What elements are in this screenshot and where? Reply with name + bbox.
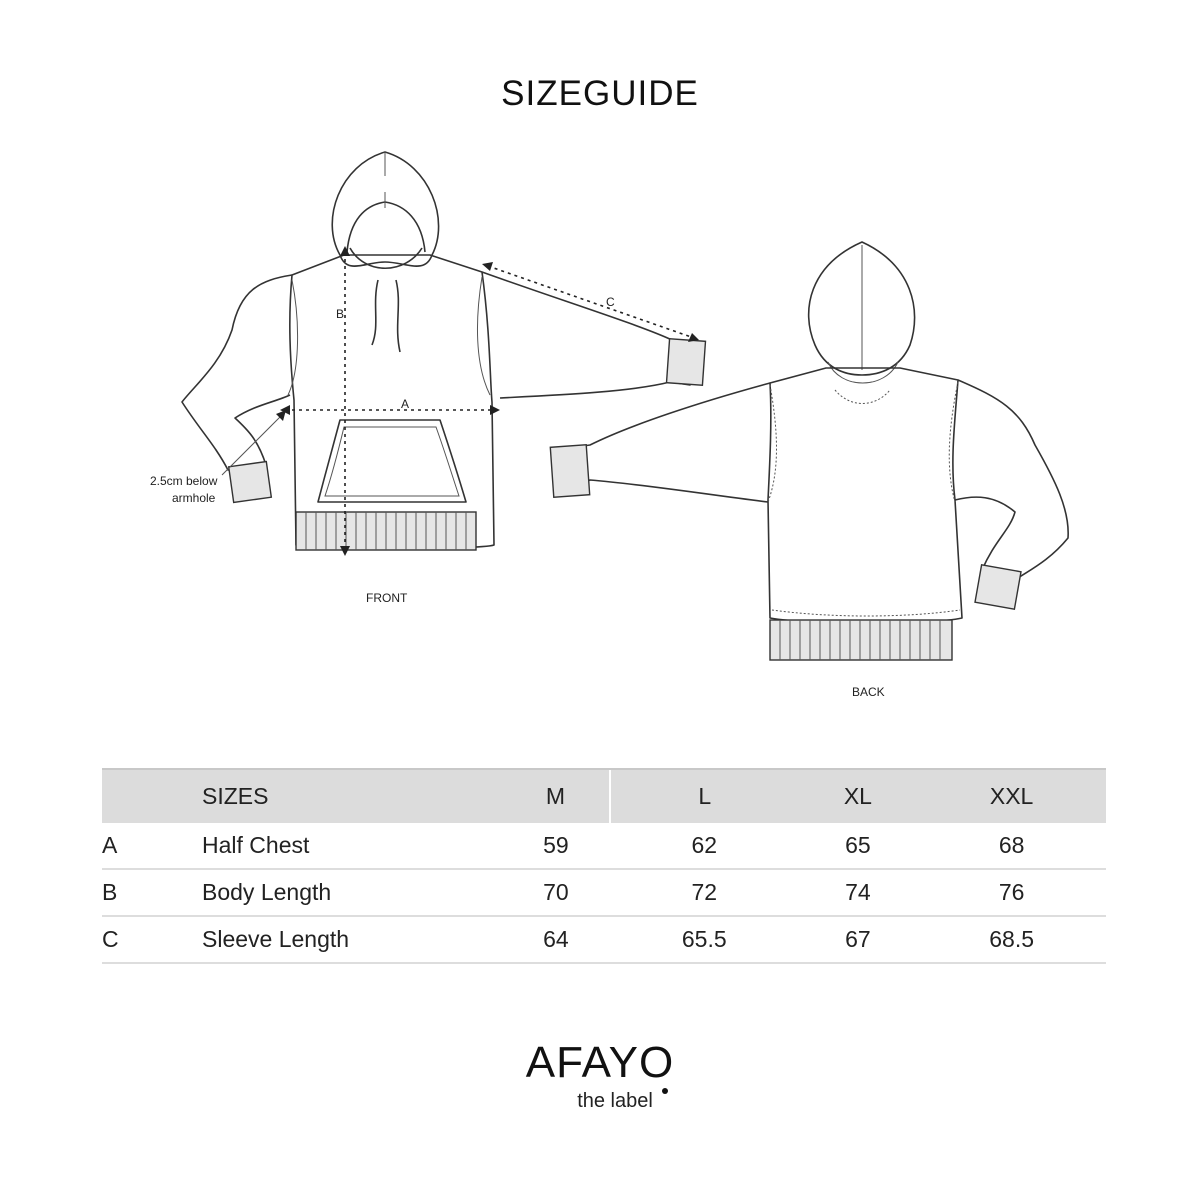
cell-value: 76 bbox=[998, 879, 1025, 905]
cell-value: 65.5 bbox=[681, 926, 727, 952]
label-c: C bbox=[606, 295, 615, 309]
header-size-xl: XL bbox=[799, 769, 918, 823]
header-size-l: L bbox=[610, 769, 799, 823]
logo-wordmark-text: AFAYO bbox=[525, 1038, 675, 1087]
front-label: FRONT bbox=[366, 591, 408, 605]
armhole-note-line2: armhole bbox=[172, 491, 216, 505]
cell-value: 72 bbox=[691, 879, 718, 905]
table-header-row bbox=[102, 769, 1106, 823]
header-key-cell bbox=[102, 769, 202, 823]
logo-tagline: the label bbox=[577, 1090, 653, 1112]
row-label: Sleeve Length bbox=[202, 926, 350, 952]
table-row bbox=[102, 823, 1106, 869]
hoodie-diagram bbox=[0, 140, 1200, 720]
cell-value: 64 bbox=[543, 926, 569, 952]
table-row bbox=[102, 916, 1106, 963]
page-title: SIZEGUIDE bbox=[501, 74, 699, 113]
row-key: A bbox=[102, 832, 118, 858]
size-table bbox=[102, 768, 1106, 964]
cell-value: 68 bbox=[998, 832, 1025, 858]
cell-value: 74 bbox=[845, 879, 871, 905]
cell-value: 68.5 bbox=[989, 926, 1034, 952]
label-b: B bbox=[336, 307, 345, 321]
brand-logo bbox=[0, 1038, 1200, 1113]
table-row bbox=[102, 869, 1106, 916]
header-sizes: SIZES bbox=[202, 769, 502, 823]
row-label: Half Chest bbox=[202, 832, 310, 858]
cell-value: 65 bbox=[845, 832, 871, 858]
front-hoodie bbox=[150, 152, 705, 605]
row-key: B bbox=[102, 879, 118, 905]
back-hoodie bbox=[550, 242, 1068, 699]
header-size-xxl: XXL bbox=[917, 769, 1106, 823]
armhole-note-line1: 2.5cm below bbox=[150, 474, 218, 488]
cell-value: 62 bbox=[691, 832, 718, 858]
row-label: Body Length bbox=[202, 879, 332, 905]
cell-value: 59 bbox=[543, 832, 569, 858]
back-label: BACK bbox=[852, 685, 885, 699]
header-size-m: M bbox=[502, 769, 610, 823]
cell-value: 70 bbox=[543, 879, 569, 905]
cell-value: 67 bbox=[845, 926, 871, 952]
logo-wordmark bbox=[526, 1038, 674, 1088]
label-a: A bbox=[401, 397, 410, 411]
row-key: C bbox=[102, 926, 119, 952]
